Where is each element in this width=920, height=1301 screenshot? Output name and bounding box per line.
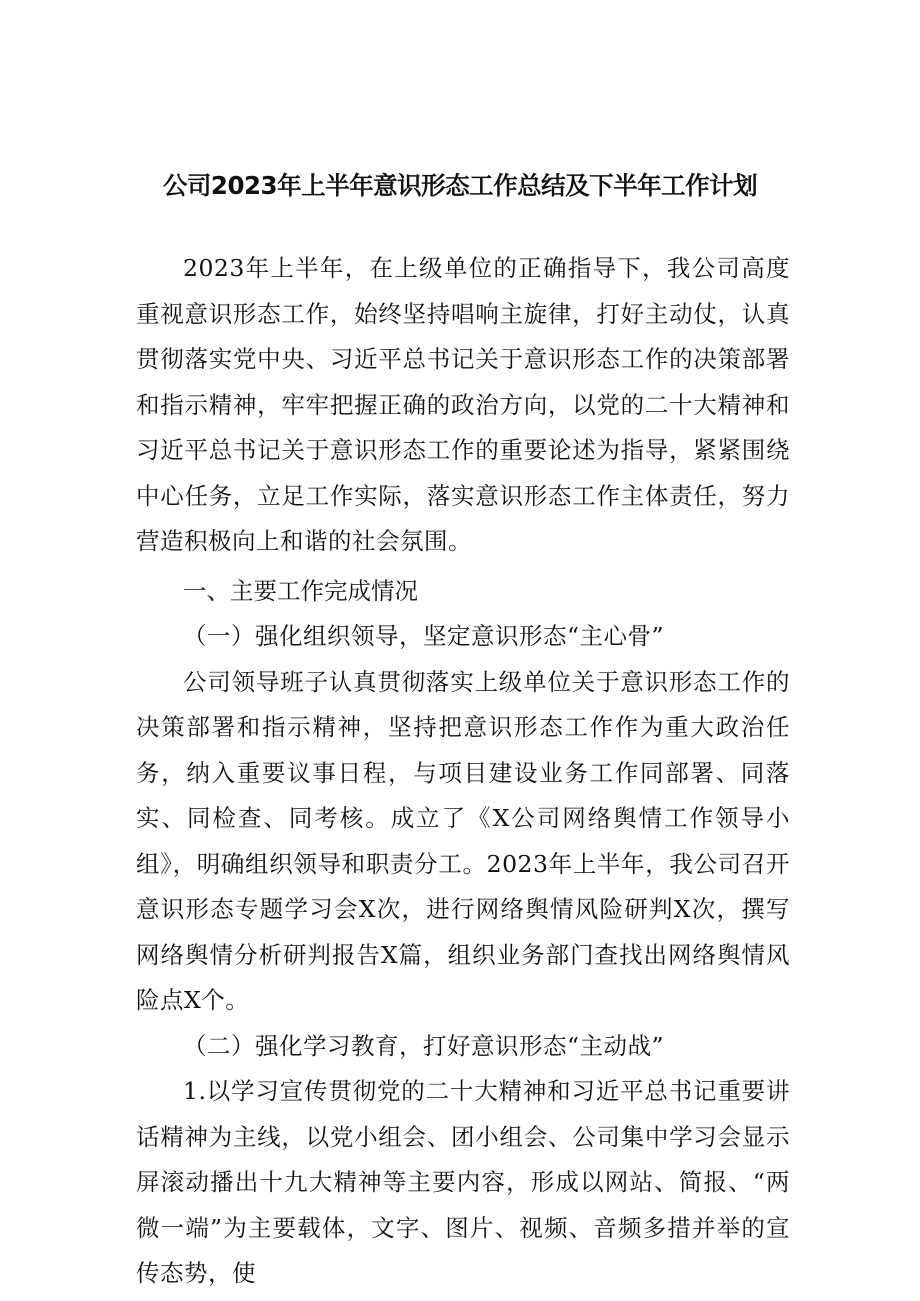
education-paragraph: 1.以学习宣传贯彻党的二十大精神和习近平总书记重要讲话精神为主线，以党小组会、团小组会、公司集中学习会显示屏滚动播出十九大精神等主要内容，形成以网站、简报、“两微一端”为主要载体，文字、图片、视频、音频多措并举的宣传态势，使 [136, 1077, 790, 1287]
subsection-heading-organization: （一）强化组织领导，坚定意识形态“主心骨” [183, 622, 665, 650]
organization-paragraph: 公司领导班子认真贯彻落实上级单位关于意识形态工作的决策部署和指示精神，坚持把意识形态工作作为重大政治任务，纳入重要议事日程，与项目建设业务工作同部署、同落实、同检查、同考核。成立了《X公司网络舆情工作领导小组》，明确组织领导和职责分工。2023年上半年，我公司召开意识形态专题学习会X次，进行网络舆情风险研判X次，撰写网络舆情分析研判报告X篇，组织业务部门查找出网络舆情风险点X个。 [136, 667, 790, 1014]
intro-paragraph: 2023年上半年，在上级单位的正确指导下，我公司高度重视意识形态工作，始终坚持唱响主旋律，打好主动仗，认真贯彻落实党中央、习近平总书记关于意识形态工作的决策部署和指示精神，牢牢把握正确的政治方向，以党的二十大精神和习近平总书记关于意识形态工作的重要论述为指导，紧紧围绕中心任务，立足工作实际，落实意识形态工作主体责任，努力营造积极向上和谐的社会氛围。 [136, 254, 790, 555]
document-title: 公司2023年上半年意识形态工作总结及下半年工作计划 [162, 171, 758, 200]
subsection-heading-education: （二）强化学习教育，打好意识形态“主动战” [183, 1031, 665, 1060]
document-body [136, 246, 790, 1297]
section-heading-main-work: 一、主要工作完成情况 [183, 576, 418, 605]
